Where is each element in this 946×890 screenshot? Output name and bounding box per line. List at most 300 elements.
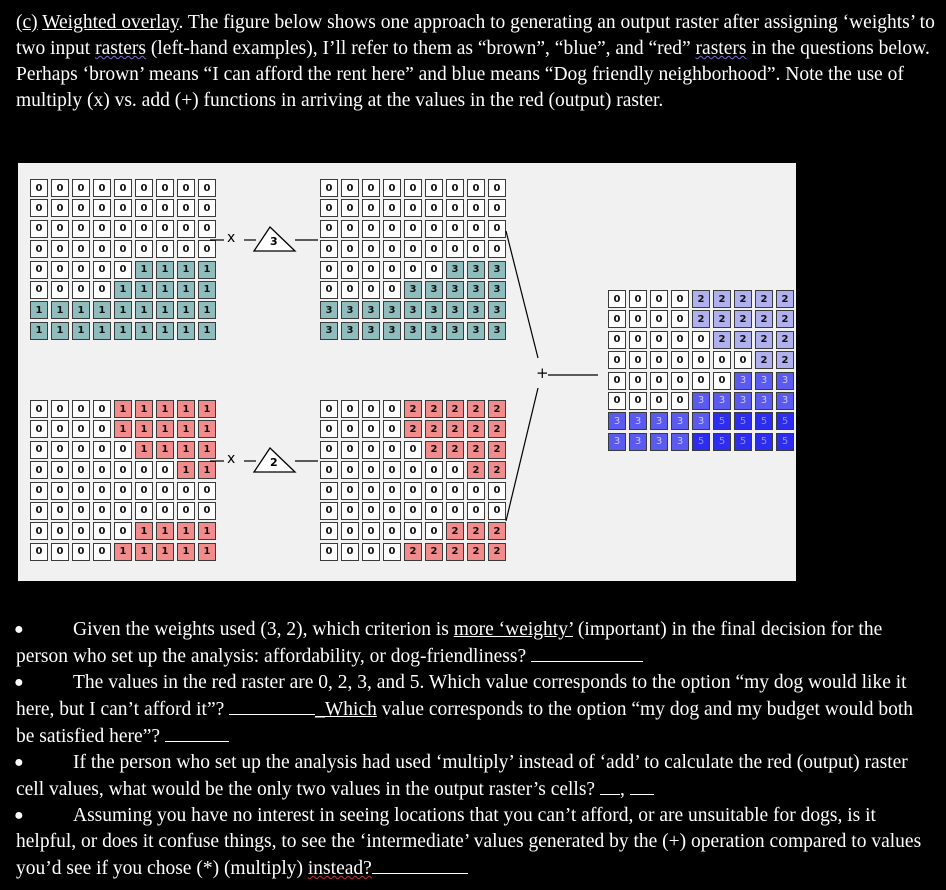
raster-cell: 2 bbox=[488, 441, 506, 459]
raster-cell: 2 bbox=[776, 351, 794, 369]
raster-cell: 0 bbox=[93, 441, 111, 459]
raster-cell: 1 bbox=[198, 261, 216, 279]
raster-cell: 0 bbox=[425, 461, 443, 479]
raster-cell: 0 bbox=[72, 400, 90, 418]
raster-cell: 0 bbox=[362, 441, 380, 459]
raster-cell: 1 bbox=[135, 322, 153, 340]
raster-cell: 0 bbox=[629, 310, 647, 328]
raster-cell: 0 bbox=[72, 543, 90, 561]
raster-cell: 2 bbox=[776, 331, 794, 349]
raster-cell: 0 bbox=[177, 220, 195, 238]
raster-cell: 0 bbox=[404, 199, 422, 217]
raster-cell: 0 bbox=[320, 461, 338, 479]
raster-cell: 0 bbox=[650, 351, 668, 369]
raster-cell: 2 bbox=[425, 400, 443, 418]
raster-cell: 2 bbox=[755, 351, 773, 369]
raster-cell: 0 bbox=[320, 522, 338, 540]
raster-cell: 2 bbox=[467, 400, 485, 418]
raster-cell: 2 bbox=[692, 310, 710, 328]
raster-cell: 0 bbox=[156, 220, 174, 238]
raster-cell: 2 bbox=[425, 420, 443, 438]
answer-blank[interactable] bbox=[372, 855, 468, 874]
raster-cell: 3 bbox=[362, 301, 380, 319]
raster-cell: 0 bbox=[72, 522, 90, 540]
raster-cell: 0 bbox=[425, 522, 443, 540]
raster-cell: 0 bbox=[671, 310, 689, 328]
raster-cell: 0 bbox=[608, 372, 626, 390]
raster-cell: 0 bbox=[30, 220, 48, 238]
raster-cell: 0 bbox=[467, 502, 485, 520]
raster-cell: 0 bbox=[320, 482, 338, 500]
raster-cell: 0 bbox=[177, 179, 195, 197]
raster-cell: 0 bbox=[383, 400, 401, 418]
raster-cell: 1 bbox=[51, 301, 69, 319]
raster-cell: 3 bbox=[713, 392, 731, 410]
raster-cell: 0 bbox=[177, 482, 195, 500]
raster-cell: 0 bbox=[341, 281, 359, 299]
raster-cell: 2 bbox=[488, 400, 506, 418]
raster-cell: 0 bbox=[135, 461, 153, 479]
raster-cell: 0 bbox=[425, 482, 443, 500]
raster-cell: 0 bbox=[383, 220, 401, 238]
raster-cell: 2 bbox=[446, 400, 464, 418]
raster-cell: 0 bbox=[320, 261, 338, 279]
raster-cell: 0 bbox=[629, 331, 647, 349]
raster-cell: 1 bbox=[177, 543, 195, 561]
raster-cell: 2 bbox=[467, 522, 485, 540]
raster-cell: 0 bbox=[198, 220, 216, 238]
section-label: (c) bbox=[16, 12, 38, 33]
raster-cell: 0 bbox=[467, 199, 485, 217]
raster-cell: 3 bbox=[341, 301, 359, 319]
raster-cell: 3 bbox=[488, 301, 506, 319]
raster-cell: 1 bbox=[114, 322, 132, 340]
raster-cell: 0 bbox=[135, 502, 153, 520]
raster-cell: 0 bbox=[198, 482, 216, 500]
answer-blank[interactable] bbox=[229, 696, 315, 715]
raster-cell: 0 bbox=[650, 331, 668, 349]
raster-cell: 0 bbox=[362, 240, 380, 258]
raster-cell: 0 bbox=[341, 400, 359, 418]
raster-cell: 0 bbox=[72, 240, 90, 258]
raster-cell: 0 bbox=[93, 199, 111, 217]
raster-cell: 5 bbox=[755, 412, 773, 430]
raster-cell: 0 bbox=[72, 461, 90, 479]
raster-cell: 0 bbox=[320, 441, 338, 459]
intro-text-1: . The figure below shows one approach to generating an output raster after assigning ‘weights’ to two input bbox=[16, 12, 935, 59]
raster-cell: 0 bbox=[425, 199, 443, 217]
raster-cell: 3 bbox=[383, 322, 401, 340]
raster-cell: 0 bbox=[51, 543, 69, 561]
raster-cell: 0 bbox=[341, 441, 359, 459]
raster-cell: 0 bbox=[362, 502, 380, 520]
raster-cell: 0 bbox=[114, 482, 132, 500]
raster-cell: 1 bbox=[114, 420, 132, 438]
raster-cell: 0 bbox=[488, 482, 506, 500]
raster-cell: 2 bbox=[446, 543, 464, 561]
raster-cell: 0 bbox=[362, 261, 380, 279]
raster-cell: 3 bbox=[755, 372, 773, 390]
raster-cell: 5 bbox=[776, 433, 794, 451]
raster-cell: 0 bbox=[198, 199, 216, 217]
raster-cell: 0 bbox=[320, 179, 338, 197]
answer-blank[interactable] bbox=[630, 776, 654, 795]
raster-cell: 0 bbox=[362, 420, 380, 438]
raster-cell: 0 bbox=[446, 220, 464, 238]
raster-cell: 0 bbox=[608, 351, 626, 369]
raster-cell: 0 bbox=[51, 199, 69, 217]
raster-cell: 3 bbox=[404, 281, 422, 299]
raster-cell: 0 bbox=[341, 420, 359, 438]
raster-cell: 0 bbox=[30, 179, 48, 197]
raster-cell: 0 bbox=[671, 372, 689, 390]
raster-cell: 3 bbox=[467, 281, 485, 299]
raster-cell: 0 bbox=[30, 502, 48, 520]
raster-cell: 0 bbox=[72, 179, 90, 197]
raster-cell: 0 bbox=[156, 502, 174, 520]
raster-cell: 1 bbox=[198, 461, 216, 479]
raster-cell: 0 bbox=[692, 351, 710, 369]
answer-blank[interactable] bbox=[165, 723, 229, 742]
raster-cell: 0 bbox=[713, 372, 731, 390]
raster-cell: 1 bbox=[177, 441, 195, 459]
raster-cell: 2 bbox=[734, 290, 752, 308]
raster-cell: 0 bbox=[671, 290, 689, 308]
raster-cell: 2 bbox=[776, 290, 794, 308]
raster-cell: 0 bbox=[30, 240, 48, 258]
raster-cell: 0 bbox=[341, 199, 359, 217]
raster-cell: 0 bbox=[446, 461, 464, 479]
raster-cell: 0 bbox=[692, 331, 710, 349]
raster-cell: 0 bbox=[425, 240, 443, 258]
raster-cell: 3 bbox=[425, 301, 443, 319]
raster-cell: 0 bbox=[72, 420, 90, 438]
raster-cell: 0 bbox=[671, 392, 689, 410]
raster-cell: 1 bbox=[114, 400, 132, 418]
raster-cell: 2 bbox=[713, 290, 731, 308]
raster-cell: 1 bbox=[156, 420, 174, 438]
raster-cell: 0 bbox=[135, 220, 153, 238]
intro-text-2: (left-hand examples), I’ll refer to them as “brown”, “blue”, and “red” bbox=[146, 38, 696, 59]
raster-cell: 3 bbox=[488, 322, 506, 340]
raster-cell: 2 bbox=[467, 441, 485, 459]
raster-cell: 0 bbox=[93, 240, 111, 258]
raster-cell: 0 bbox=[446, 502, 464, 520]
raster-cell: 1 bbox=[198, 543, 216, 561]
raster-cell: 0 bbox=[425, 261, 443, 279]
raster-cell: 1 bbox=[177, 322, 195, 340]
raster-cell: 0 bbox=[51, 502, 69, 520]
raster-cell: 1 bbox=[198, 441, 216, 459]
raster-cell: 0 bbox=[72, 502, 90, 520]
raster-cell: 2 bbox=[755, 310, 773, 328]
raster-cell: 3 bbox=[650, 412, 668, 430]
raster-cell: 1 bbox=[177, 400, 195, 418]
raster-cell: 0 bbox=[114, 179, 132, 197]
raster-cell: 1 bbox=[135, 301, 153, 319]
raster-cell: 5 bbox=[713, 412, 731, 430]
raster-cell: 0 bbox=[629, 372, 647, 390]
raster-cell: 0 bbox=[383, 179, 401, 197]
raster-cell: 0 bbox=[383, 461, 401, 479]
raster-cell: 0 bbox=[156, 199, 174, 217]
raster-cell: 0 bbox=[320, 220, 338, 238]
raster-cell: 3 bbox=[320, 301, 338, 319]
raster-cell: 0 bbox=[93, 400, 111, 418]
raster-cell: 0 bbox=[488, 199, 506, 217]
raster-cell: 0 bbox=[320, 543, 338, 561]
raster-cell: 0 bbox=[51, 522, 69, 540]
raster-cell: 0 bbox=[341, 240, 359, 258]
raster-cell: 0 bbox=[114, 220, 132, 238]
raster-cell: 1 bbox=[135, 420, 153, 438]
raster-cell: 0 bbox=[362, 482, 380, 500]
raster-cell: 1 bbox=[135, 281, 153, 299]
raster-cell: 0 bbox=[30, 420, 48, 438]
add-operator: + bbox=[536, 364, 549, 382]
raster-cell: 1 bbox=[198, 281, 216, 299]
raster-cell: 0 bbox=[404, 522, 422, 540]
raster-cell: 0 bbox=[114, 461, 132, 479]
raster-cell: 0 bbox=[650, 372, 668, 390]
raster-cell: 0 bbox=[51, 179, 69, 197]
intro-rasters-word-2: rasters bbox=[695, 38, 747, 59]
raster-cell: 3 bbox=[362, 322, 380, 340]
raster-cell: 1 bbox=[198, 322, 216, 340]
raster-cell: 1 bbox=[114, 281, 132, 299]
raster-cell: 0 bbox=[30, 482, 48, 500]
raster-cell: 0 bbox=[467, 482, 485, 500]
raster-cell: 0 bbox=[51, 240, 69, 258]
raster-cell: 0 bbox=[341, 482, 359, 500]
section-title: Weighted overlay bbox=[42, 12, 179, 33]
raster-cell: 0 bbox=[362, 543, 380, 561]
raster-cell: 0 bbox=[671, 351, 689, 369]
raster-cell: 0 bbox=[30, 400, 48, 418]
raster-cell: 0 bbox=[341, 461, 359, 479]
raster-cell: 2 bbox=[446, 522, 464, 540]
raster-cell: 0 bbox=[93, 482, 111, 500]
raster-cell: 3 bbox=[383, 301, 401, 319]
raster-cell: 0 bbox=[135, 179, 153, 197]
raster-cell: 0 bbox=[320, 240, 338, 258]
raster-cell: 5 bbox=[734, 433, 752, 451]
intro-paragraph bbox=[16, 10, 936, 114]
raster-cell: 0 bbox=[156, 240, 174, 258]
raster-cell: 3 bbox=[629, 412, 647, 430]
raster-cell: 5 bbox=[776, 412, 794, 430]
raster-cell: 0 bbox=[93, 261, 111, 279]
raster-cell: 0 bbox=[51, 441, 69, 459]
raster-cell: 3 bbox=[425, 281, 443, 299]
answer-blank[interactable] bbox=[600, 776, 620, 795]
raster-cell: 0 bbox=[629, 351, 647, 369]
raster-cell: 1 bbox=[135, 522, 153, 540]
raster-cell: 0 bbox=[608, 392, 626, 410]
raster-cell: 0 bbox=[404, 261, 422, 279]
raster-cell: 2 bbox=[467, 461, 485, 479]
raster-cell: 0 bbox=[72, 482, 90, 500]
raster-cell: 0 bbox=[320, 502, 338, 520]
raster-cell: 0 bbox=[404, 482, 422, 500]
weight-value-top: 3 bbox=[270, 235, 278, 248]
raster-cell: 0 bbox=[608, 310, 626, 328]
raster-cell: 2 bbox=[713, 310, 731, 328]
raster-cell: 0 bbox=[650, 310, 668, 328]
raster-cell: 0 bbox=[72, 199, 90, 217]
raster-cell: 5 bbox=[692, 433, 710, 451]
raster-cell: 2 bbox=[404, 543, 422, 561]
raster-cell: 0 bbox=[383, 199, 401, 217]
raster-cell: 0 bbox=[404, 179, 422, 197]
raster-cell: 1 bbox=[198, 522, 216, 540]
raster-cell: 1 bbox=[156, 281, 174, 299]
raster-cell: 0 bbox=[362, 522, 380, 540]
raster-cell: 3 bbox=[446, 261, 464, 279]
raster-cell: 1 bbox=[156, 441, 174, 459]
raster-cell: 0 bbox=[341, 543, 359, 561]
raster-cell: 1 bbox=[198, 400, 216, 418]
raster-cell: 1 bbox=[72, 301, 90, 319]
intro-text-3: in the questions below. Perhaps ‘brown’ means “I can afford the rent here” and blue means “Dog friendly neighborhood”. Note the use of multiply (x) vs. add (+) functions in arriving at the values in the red (output) raster. bbox=[16, 38, 930, 111]
raster-cell: 0 bbox=[51, 420, 69, 438]
raster-cell: 2 bbox=[488, 543, 506, 561]
raster-cell: 1 bbox=[156, 261, 174, 279]
raster-cell: 0 bbox=[51, 281, 69, 299]
question-item: ● Assuming you have no interest in seeing locations that you can’t afford, or are unsuitable for dogs, is it helpful, or does it confuse things, to see the ‘intermediate’ values generated by the (+) operation compared to values you’d see if you chose (*) (multiply) instead? bbox=[14, 805, 922, 879]
raster-cell: 3 bbox=[650, 433, 668, 451]
raster-cell: 0 bbox=[650, 392, 668, 410]
raster-cell: 3 bbox=[446, 281, 464, 299]
raster-cell: 3 bbox=[446, 301, 464, 319]
raster-cell: 0 bbox=[488, 179, 506, 197]
question-item: ● The values in the red raster are 0, 2, 3, and 5. Which value corresponds to the option “my dog would like it here, but I can’t afford it”? _Which value corresponds to the option “my dog and my budget would both be satisfied here”? bbox=[14, 672, 914, 747]
raster-cell: 0 bbox=[488, 240, 506, 258]
raster-cell: 0 bbox=[383, 502, 401, 520]
raster-cell: 1 bbox=[177, 461, 195, 479]
raster-cell: 1 bbox=[135, 400, 153, 418]
raster-cell: 0 bbox=[320, 420, 338, 438]
raster-cell: 0 bbox=[114, 441, 132, 459]
raster-cell: 3 bbox=[734, 372, 752, 390]
raster-cell: 0 bbox=[383, 482, 401, 500]
raster-cell: 1 bbox=[156, 522, 174, 540]
raster-cell: 2 bbox=[488, 461, 506, 479]
raster-cell: 0 bbox=[198, 502, 216, 520]
raster-cell: 1 bbox=[156, 322, 174, 340]
raster-cell: 0 bbox=[177, 199, 195, 217]
multiply-operator-top: x bbox=[227, 230, 236, 246]
question-list bbox=[16, 617, 936, 882]
raster-cell: 0 bbox=[198, 179, 216, 197]
raster-cell: 0 bbox=[93, 220, 111, 238]
raster-cell: 1 bbox=[177, 261, 195, 279]
weight-value-bottom: 2 bbox=[270, 456, 278, 469]
raster-cell: 0 bbox=[114, 522, 132, 540]
raster-cell: 0 bbox=[404, 240, 422, 258]
raster-cell: 1 bbox=[93, 322, 111, 340]
raster-cell: 0 bbox=[72, 281, 90, 299]
raster-cell: 0 bbox=[446, 482, 464, 500]
raster-cell: 0 bbox=[51, 400, 69, 418]
raster-cell: 2 bbox=[755, 290, 773, 308]
raster-cell: 1 bbox=[93, 301, 111, 319]
raster-cell: 0 bbox=[320, 400, 338, 418]
raster-cell: 0 bbox=[30, 522, 48, 540]
raster-cell: 0 bbox=[72, 441, 90, 459]
raster-cell: 2 bbox=[404, 420, 422, 438]
raster-cell: 0 bbox=[93, 281, 111, 299]
raster-cell: 0 bbox=[362, 461, 380, 479]
raster-cell: 0 bbox=[425, 179, 443, 197]
raster-cell: 1 bbox=[135, 543, 153, 561]
raster-cell: 0 bbox=[671, 331, 689, 349]
raster-cell: 0 bbox=[341, 179, 359, 197]
raster-cell: 1 bbox=[198, 420, 216, 438]
raster-cell: 1 bbox=[135, 441, 153, 459]
question-item: ● If the person who set up the analysis had used ‘multiply’ instead of ‘add’ to calculate the red (output) raster cell values, what would be the only two values in the output raster’s cells? , bbox=[14, 752, 908, 800]
raster-cell: 0 bbox=[362, 400, 380, 418]
raster-cell: 0 bbox=[467, 220, 485, 238]
raster-cell: 2 bbox=[713, 331, 731, 349]
raster-cell: 0 bbox=[404, 441, 422, 459]
raster-cell: 0 bbox=[156, 461, 174, 479]
raster-cell: 3 bbox=[467, 301, 485, 319]
figure-connectors bbox=[18, 163, 796, 581]
raster-cell: 0 bbox=[341, 220, 359, 238]
raster-cell: 0 bbox=[93, 522, 111, 540]
raster-cell: 0 bbox=[72, 261, 90, 279]
raster-cell: 3 bbox=[692, 392, 710, 410]
raster-cell: 0 bbox=[608, 331, 626, 349]
raster-cell: 1 bbox=[30, 322, 48, 340]
question-item: ● Given the weights used (3, 2), which criterion is more ‘weighty’ (important) in the final decision for the person who set up the analysis: affordability, or dog-friendliness? bbox=[14, 619, 883, 667]
raster-cell: 0 bbox=[362, 199, 380, 217]
raster-cell: 3 bbox=[671, 412, 689, 430]
raster-cell: 3 bbox=[776, 372, 794, 390]
raster-cell: 1 bbox=[177, 522, 195, 540]
raster-cell: 0 bbox=[404, 220, 422, 238]
raster-cell: 0 bbox=[114, 199, 132, 217]
raster-cell: 2 bbox=[446, 420, 464, 438]
answer-blank[interactable] bbox=[531, 643, 643, 662]
raster-cell: 2 bbox=[692, 290, 710, 308]
raster-cell: 0 bbox=[93, 502, 111, 520]
raster-cell: 2 bbox=[734, 310, 752, 328]
raster-cell: 2 bbox=[734, 331, 752, 349]
raster-cell: 3 bbox=[488, 261, 506, 279]
raster-cell: 0 bbox=[30, 543, 48, 561]
raster-cell: 2 bbox=[446, 441, 464, 459]
raster-cell: 0 bbox=[30, 261, 48, 279]
raster-cell: 2 bbox=[404, 400, 422, 418]
raster-cell: 0 bbox=[341, 261, 359, 279]
raster-cell: 0 bbox=[30, 199, 48, 217]
raster-cell: 0 bbox=[692, 372, 710, 390]
raster-cell: 1 bbox=[51, 322, 69, 340]
raster-cell: 0 bbox=[30, 441, 48, 459]
raster-cell: 1 bbox=[114, 301, 132, 319]
raster-cell: 0 bbox=[383, 522, 401, 540]
raster-cell: 2 bbox=[488, 522, 506, 540]
raster-cell: 0 bbox=[114, 502, 132, 520]
raster-cell: 0 bbox=[341, 502, 359, 520]
raster-cell: 0 bbox=[362, 281, 380, 299]
raster-cell: 0 bbox=[93, 420, 111, 438]
raster-cell: 0 bbox=[383, 543, 401, 561]
raster-cell: 3 bbox=[446, 322, 464, 340]
raster-cell: 0 bbox=[135, 482, 153, 500]
